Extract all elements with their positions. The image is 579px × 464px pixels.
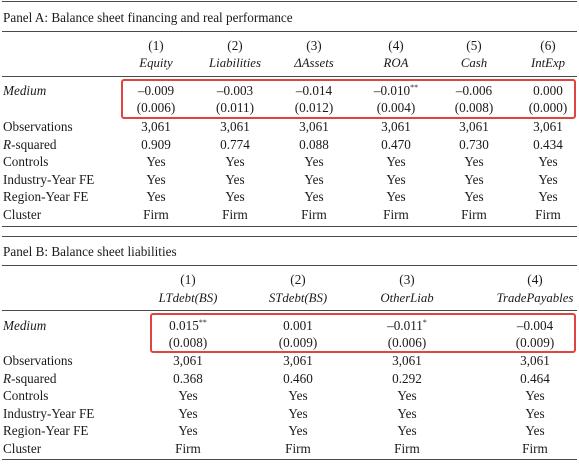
panel-a-medium-se: (0.004)	[376, 100, 416, 115]
panel-b-cell: Yes	[178, 423, 198, 438]
panel-a-cell: 0.774	[220, 136, 250, 152]
panel-b-medium-se: (0.009)	[515, 335, 555, 350]
panel-b-cell: Firm	[285, 440, 311, 456]
panel-a-medium-label: Medium	[3, 83, 47, 98]
panel-b-row-label: Region-Year FE	[3, 423, 89, 438]
panel-a-cell: Yes	[538, 154, 558, 169]
panel-a-medium-se: (0.011)	[216, 100, 254, 115]
panel-a-row-label: Industry-Year FE	[3, 171, 95, 187]
panel-a-title: Panel A: Balance sheet financing and real performance	[3, 10, 293, 25]
panel-a-cell: Yes	[225, 154, 245, 169]
panel-b-col-num: (1)	[180, 272, 196, 287]
panel-b-cell: Yes	[178, 405, 198, 421]
panel-a-cell: Firm	[535, 206, 561, 222]
panel-a-header-rule	[2, 76, 577, 77]
panel-a-col-num: (4)	[388, 38, 404, 53]
panel-a-cell: 0.434	[533, 136, 563, 152]
panel-b-row-label: Controls	[3, 388, 49, 403]
panel-b-col-num: (3)	[399, 272, 415, 287]
panel-a-medium-se: (0.012)	[294, 100, 334, 115]
panel-a-cell: Yes	[386, 154, 406, 169]
coef-value: –0.014	[295, 83, 333, 98]
panel-b-cell: 3,061	[520, 353, 550, 368]
coef-value: –0.006	[455, 83, 493, 98]
significance-stars: **	[198, 318, 207, 327]
panel-a-col-name: ROA	[383, 56, 409, 70]
panel-a-medium-se: (0.000)	[528, 100, 568, 115]
panel-a-col-num: (1)	[148, 38, 164, 53]
panel-b-cell: 0.464	[520, 370, 550, 386]
r-italic: R	[3, 370, 12, 386]
significance-stars: *	[422, 318, 427, 327]
panel-a-col-name: Liabilities	[209, 56, 261, 70]
panel-b-row-label: Cluster	[3, 440, 42, 456]
panel-a-medium-se: (0.006)	[136, 100, 176, 115]
panel-a-cell: Yes	[304, 189, 324, 204]
panel-a-cell: 3,061	[459, 119, 489, 134]
coef-value: –0.009	[137, 83, 175, 98]
panel-b-col-num: (4)	[527, 272, 543, 287]
panel-a-title-rule	[2, 31, 577, 32]
panel-b-cell: Yes	[397, 388, 417, 403]
panel-a-cell: Yes	[146, 154, 166, 169]
panel-a-row-label: Cluster	[3, 206, 42, 222]
panel-a-cell: Yes	[464, 171, 484, 187]
panel-a-row-label: Region-Year FE	[3, 189, 89, 204]
panel-b-row-label: R-squared	[3, 370, 57, 386]
panel-a-row-label: R-squared	[3, 136, 57, 152]
panel-a-row-label: Observations	[3, 119, 73, 134]
coef-value: –0.011	[387, 318, 423, 333]
panel-b-top-rule	[2, 236, 577, 237]
panel-b-col-name: TradePayables	[496, 291, 574, 305]
panel-a-cell: Yes	[464, 154, 484, 169]
panel-a-cell: Yes	[146, 189, 166, 204]
panel-a-cell: 0.730	[459, 136, 489, 152]
panel-a-bottom-rule	[2, 226, 577, 227]
panel-a-cell: Yes	[538, 171, 558, 187]
panel-a-col-num: (5)	[466, 38, 482, 53]
panel-a-col-num: (6)	[540, 38, 556, 53]
panel-b-medium-se: (0.009)	[278, 335, 318, 350]
panel-b-medium-se: (0.008)	[168, 335, 208, 350]
panel-b-title: Panel B: Balance sheet liabilities	[3, 244, 177, 259]
panel-b-cell: 3,061	[173, 353, 203, 368]
panel-a-cell: 3,061	[381, 119, 411, 134]
panel-b-row-label: Industry-Year FE	[3, 405, 95, 421]
r-italic: R	[3, 136, 12, 152]
panel-b-cell: Yes	[288, 423, 308, 438]
panel-a-col-num: (3)	[306, 38, 322, 53]
panel-a-top-rule	[2, 1, 577, 2]
panel-b-col-name: LTdebt(BS)	[158, 291, 218, 305]
panel-b-header-rule	[2, 310, 577, 311]
panel-a-row-label: Controls	[3, 154, 49, 169]
coef-value: –0.010	[373, 83, 411, 98]
panel-a-cell: Yes	[386, 189, 406, 204]
panel-a-cell: Firm	[301, 206, 327, 222]
panel-b-col-num: (2)	[290, 272, 306, 287]
panel-a-cell: 3,061	[533, 119, 563, 134]
panel-b-title-rule	[2, 265, 577, 266]
panel-b-cell: 0.292	[392, 370, 422, 386]
significance-stars: **	[410, 83, 419, 92]
panel-a-cell: Firm	[461, 206, 487, 222]
panel-a-col-name: IntExp	[530, 56, 566, 70]
panel-a-cell: 3,061	[141, 119, 171, 134]
panel-b-cell: Yes	[397, 423, 417, 438]
panel-a-cell: Yes	[304, 154, 324, 169]
panel-b-highlight-box	[150, 313, 576, 353]
coef-value: 0.000	[533, 83, 563, 98]
panel-a-cell: Yes	[538, 189, 558, 204]
panel-b-cell: Yes	[397, 405, 417, 421]
panel-b-col-name: STdebt(BS)	[268, 291, 328, 305]
panel-a-cell: Firm	[383, 206, 409, 222]
panel-a-cell: 3,061	[220, 119, 250, 134]
panel-b-medium-label: Medium	[3, 318, 47, 333]
panel-a-cell: Firm	[143, 206, 169, 222]
panel-b-cell: Yes	[178, 388, 198, 403]
coef-value: –0.003	[216, 83, 254, 98]
panel-a-cell: Yes	[146, 171, 166, 187]
panel-b-cell: Firm	[175, 440, 201, 456]
panel-a-cell: Yes	[304, 171, 324, 187]
panel-a-cell: 0.088	[299, 136, 329, 152]
panel-b-cell: 3,061	[283, 353, 313, 368]
panel-a-cell: Yes	[464, 189, 484, 204]
panel-b-cell: Yes	[525, 405, 545, 421]
panel-b-cell: Yes	[288, 388, 308, 403]
panel-a-col-name: Equity	[139, 56, 173, 70]
panel-a-cell: 3,061	[299, 119, 329, 134]
panel-b-row-label: Observations	[3, 353, 73, 368]
panel-a-cell: Firm	[222, 206, 248, 222]
panel-b-col-name: OtherLiab	[380, 291, 434, 305]
panel-a-highlight-box	[121, 79, 576, 119]
panel-b-cell: 3,061	[392, 353, 422, 368]
panel-b-cell: Yes	[525, 388, 545, 403]
panel-b-cell: 0.460	[283, 370, 313, 386]
coef-value: –0.004	[516, 318, 554, 333]
panel-b-cell: Firm	[522, 440, 548, 456]
panel-b-bottom-rule	[2, 459, 577, 460]
panel-a-cell: Yes	[225, 171, 245, 187]
panel-b-medium-se: (0.006)	[387, 335, 427, 350]
panel-a-cell: Yes	[225, 189, 245, 204]
panel-a-col-num: (2)	[227, 38, 243, 53]
panel-a-medium-se: (0.008)	[454, 100, 494, 115]
panel-b-cell: 0.368	[173, 370, 203, 386]
panel-b-cell: Firm	[394, 440, 420, 456]
panel-a-cell: Yes	[386, 171, 406, 187]
panel-a-col-name: ΔAssets	[294, 56, 334, 70]
panel-a-cell: 0.909	[141, 136, 171, 152]
panel-a-col-name: Cash	[460, 56, 488, 70]
coef-value: 0.001	[283, 318, 313, 333]
panel-b-cell: Yes	[525, 423, 545, 438]
panel-b-cell: Yes	[288, 405, 308, 421]
coef-value: 0.015	[169, 318, 199, 333]
panel-a-cell: 0.470	[381, 136, 411, 152]
